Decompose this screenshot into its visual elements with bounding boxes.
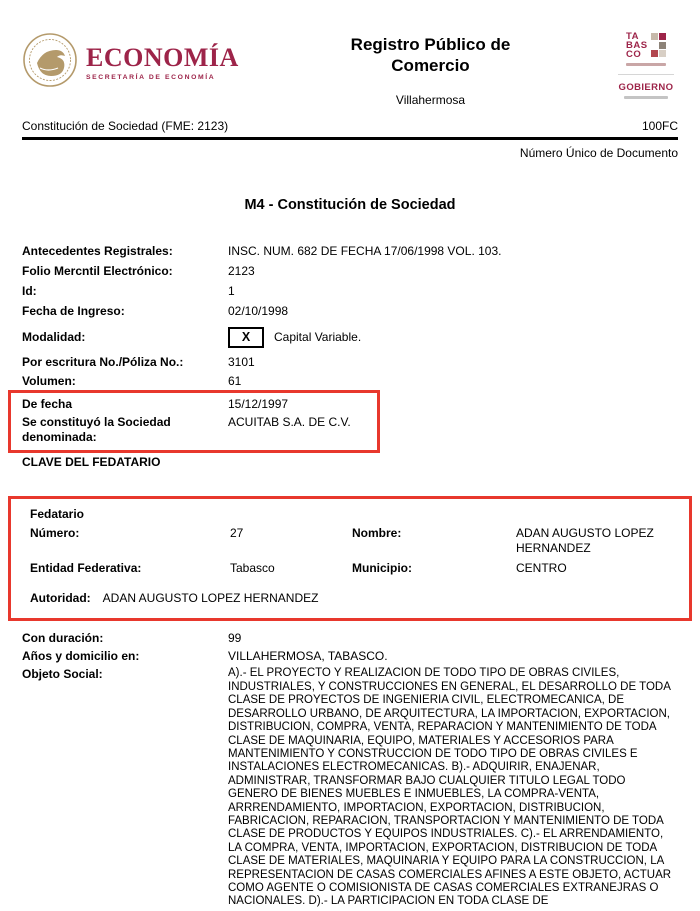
modalidad-checkbox: X bbox=[228, 327, 264, 348]
field-label: Id: bbox=[22, 283, 37, 298]
field-value: 15/12/1997 bbox=[228, 396, 289, 411]
field-de-fecha bbox=[22, 395, 371, 413]
field-label: Años y domicilio en: bbox=[22, 649, 140, 664]
field-modalidad bbox=[22, 327, 678, 348]
field-domicilio bbox=[22, 648, 678, 666]
tabasco-line-2: BAS bbox=[625, 40, 648, 51]
numero-label: Número: bbox=[30, 525, 80, 540]
nombre-value: ADAN AUGUSTO LOPEZ HERNANDEZ bbox=[516, 525, 654, 555]
field-label: Por escritura No./Póliza No.: bbox=[22, 355, 184, 370]
office-city: Villahermosa bbox=[395, 93, 466, 107]
field-label: De fecha bbox=[22, 396, 73, 411]
tabasco-line-3: CO bbox=[625, 49, 642, 60]
economia-logo bbox=[22, 32, 247, 93]
field-value: 2123 bbox=[228, 263, 255, 278]
field-label: Objeto Social: bbox=[22, 667, 103, 682]
entidad-label: Entidad Federativa: bbox=[30, 560, 142, 575]
numero-value: 27 bbox=[230, 525, 244, 540]
field-objeto-social bbox=[22, 666, 678, 911]
fields-bottom bbox=[22, 630, 678, 911]
field-value: 3101 bbox=[228, 355, 255, 370]
municipio-label: Municipio: bbox=[352, 560, 412, 575]
gobierno-subtext-bar bbox=[624, 96, 668, 99]
modalidad-value: Capital Variable. bbox=[274, 330, 362, 345]
document-header bbox=[22, 28, 678, 107]
tabasco-line-1: TA bbox=[625, 31, 639, 42]
clave-fedatario-heading: CLAVE DEL FEDATARIO bbox=[22, 454, 161, 469]
field-label: Folio Mercntil Electrónico: bbox=[22, 263, 173, 278]
header-rule bbox=[22, 137, 678, 140]
field-value: VILLAHERMOSA, TABASCO. bbox=[228, 649, 388, 664]
municipio-value: CENTRO bbox=[516, 560, 567, 575]
subheader-row bbox=[22, 119, 678, 137]
tabasco-gobierno-logo bbox=[614, 32, 678, 99]
field-value: 1 bbox=[228, 283, 235, 298]
field-label: Con duración: bbox=[22, 631, 104, 646]
fedatario-box bbox=[8, 496, 692, 621]
field-label: Modalidad: bbox=[22, 329, 86, 344]
field-id bbox=[22, 281, 678, 301]
gobierno-label: GOBIERNO bbox=[618, 82, 674, 93]
brand-title: ECONOMÍA bbox=[86, 42, 239, 72]
field-folio bbox=[22, 261, 678, 281]
field-value: 99 bbox=[228, 631, 242, 646]
tabasco-tagline-bar bbox=[626, 63, 666, 66]
logo-divider bbox=[618, 74, 674, 75]
field-label: Se constituyó la Sociedad denominada: bbox=[22, 414, 171, 444]
field-value: 61 bbox=[228, 373, 242, 388]
field-label: Fecha de Ingreso: bbox=[22, 304, 125, 319]
field-fecha-ingreso bbox=[22, 302, 678, 322]
field-autoridad bbox=[30, 591, 679, 605]
field-value: ACUITAB S.A. DE C.V. bbox=[228, 414, 351, 429]
fedatario-title: Fedatario bbox=[30, 506, 85, 521]
field-volumen bbox=[22, 372, 678, 390]
brand-subtitle: SECRETARÍA DE ECONOMÍA bbox=[86, 73, 216, 81]
section-heading: M4 - Constitución de Sociedad bbox=[244, 197, 456, 213]
form-code: 100FC bbox=[641, 119, 678, 133]
entidad-value: Tabasco bbox=[230, 560, 275, 575]
document-type-label: Constitución de Sociedad (FME: 2123) bbox=[22, 119, 229, 133]
field-value: 02/10/1998 bbox=[228, 304, 289, 319]
field-sociedad-denominada bbox=[22, 413, 371, 446]
document-number-label: Número Único de Documento bbox=[519, 146, 678, 160]
field-duracion bbox=[22, 630, 678, 648]
mosaic-icon bbox=[651, 33, 667, 59]
field-label: Volumen: bbox=[22, 373, 76, 388]
page-title: Registro Público de Comercio bbox=[350, 35, 511, 75]
highlight-box-constitucion bbox=[8, 390, 380, 452]
autoridad-label: Autoridad: bbox=[30, 590, 91, 605]
eagle-seal-icon bbox=[22, 32, 78, 93]
autoridad-value: ADAN AUGUSTO LOPEZ HERNANDEZ bbox=[102, 590, 319, 605]
nombre-label: Nombre: bbox=[352, 525, 402, 540]
field-antecedentes bbox=[22, 241, 678, 261]
fields-top bbox=[22, 241, 678, 469]
field-label: Antecedentes Registrales: bbox=[22, 243, 173, 258]
field-escritura bbox=[22, 354, 678, 372]
field-value: INSC. NUM. 682 DE FECHA 17/06/1998 VOL. 103. bbox=[228, 243, 502, 258]
field-value: A).- EL PROYECTO Y REALIZACION DE TODO TIPO DE OBRAS CIVILES, INDUSTRIALES, Y CONSTRUCCIONES EN GENERAL, EL DESARROLLO DE TODA CLASE DE PROYECTOS DE INGENIERIA CIVIL, ELECTROMECANICA, DE DESARROLLO URBANO, DE ARQUITECTURA, LA IMPORTACION, EXPORTACION, DISTRIBUCION, COMPRA, VENTA, REPARACION Y MANTENIMIENTO DE TODA CLASE DE MAQUINARIA, EQUIPO, MATERIALES Y ACCESORIOS PARA MANTENIMIENTO Y CONSTRUCCION DE TODO TIPO DE OBRAS CIVILES E INSTALACIONES ELECTROMECANICAS. B).- ADQUIRIR, ENAJENAR, ADMINISTRAR, TRANSFORMAR BAJO CUALQUIER TITULO LEGAL TODO GENERO DE BIENES MUEBLES E INMUEBLES, LA COMPRA-VENTA, ARRRENDAMIENTO, IMPORTACION, EXPORTACION, DISTRIBUCION, FABRICACION, REPARACION, TRANSPORTACION Y MANTENIMIENTO DE TODA CLASE DE PRODUCTOS Y EQUIPOS INDUSTRIALES. C).- EL ARRENDAMIENTO, LA COMPRA, VENTA, IMPORTACION, EXPORTACION, DISTRIBUCION DE TODA CLASE DE MATERIALES, MAQUINARIA Y EQUIPO PARA LA CONSTRUCCION, LA REPRESENTACION DE CASAS COMERCIALES AFINES A ESTE OBJETO, ACTUAR COMO AGENTE O COMISIONISTA DE CASAS COMERCIALES EXTRANEJRAS O NACIONALES. D).- LA PARTICIPACION EN TODA CLASE DE bbox=[228, 667, 672, 908]
